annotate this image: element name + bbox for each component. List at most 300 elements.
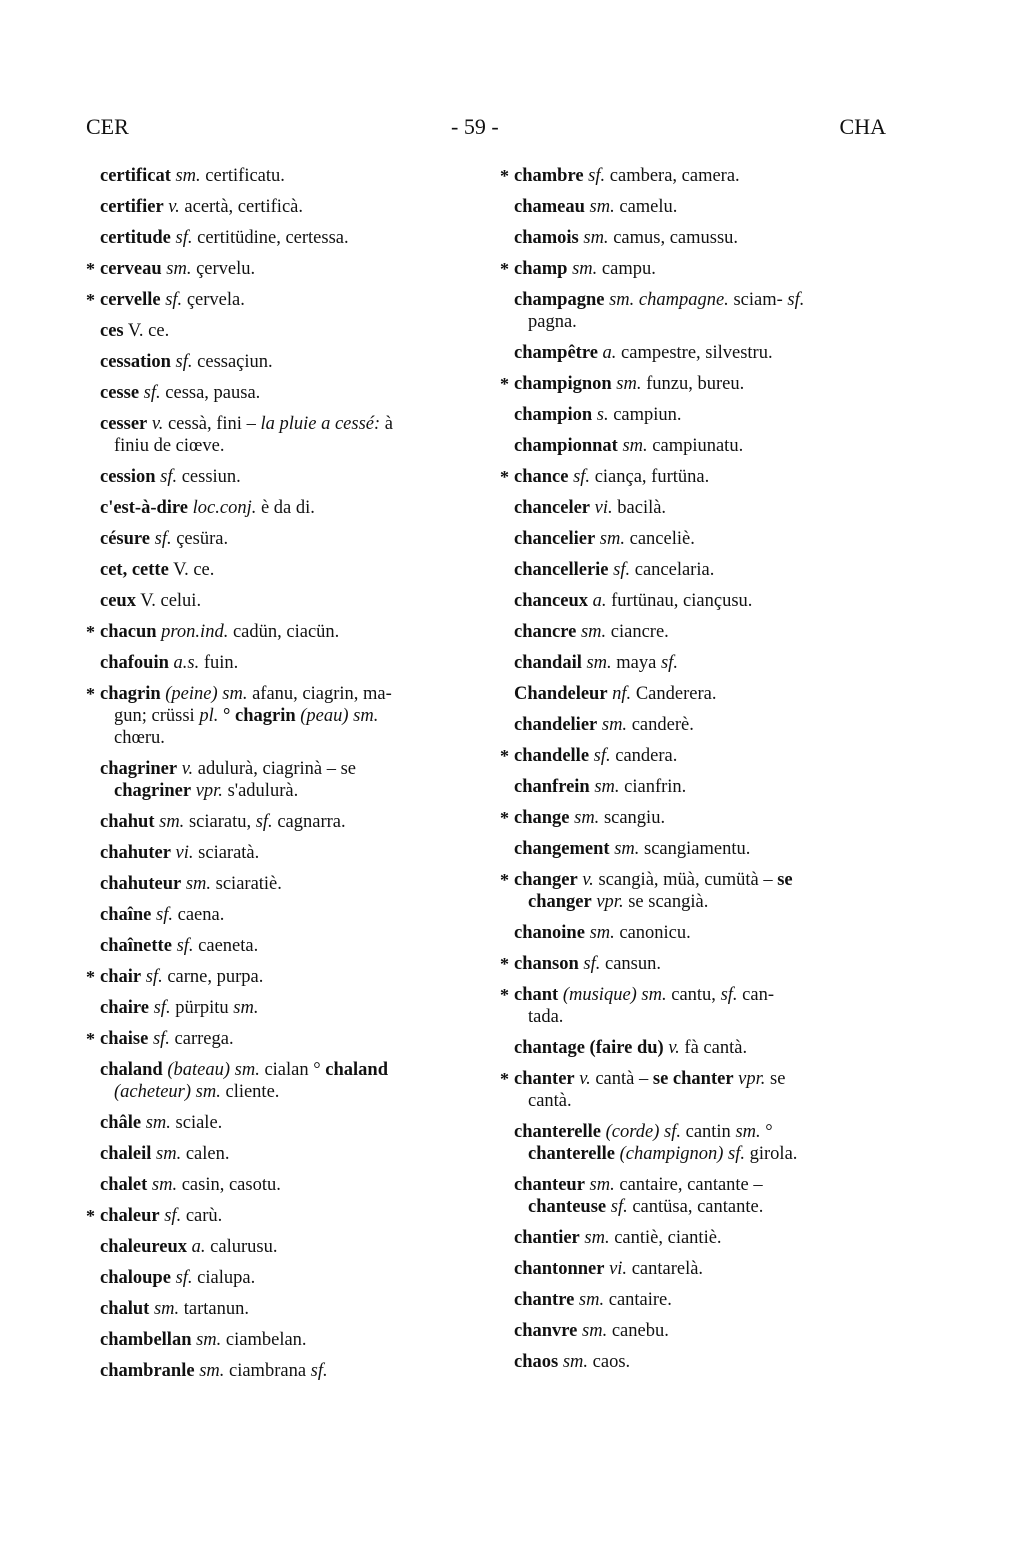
entry-star-marker: *	[500, 746, 509, 766]
dictionary-entry	[500, 559, 900, 581]
translation: cantarelà.	[631, 1259, 704, 1279]
translation: campestre, silvestru.	[621, 343, 773, 363]
translation-italic: champagne.	[638, 290, 729, 310]
headword: change	[514, 808, 570, 828]
entry-line	[100, 228, 349, 248]
dictionary-entry	[86, 1112, 476, 1134]
translation: canderè.	[631, 715, 694, 735]
dictionary-entry	[500, 1351, 900, 1373]
headword: chaire	[100, 998, 149, 1018]
entry-line	[514, 1290, 672, 1310]
entry-line	[100, 1144, 229, 1164]
grammar-label: a.	[592, 591, 607, 611]
grammar-label: sf.	[593, 746, 611, 766]
entry-line	[514, 1321, 669, 1341]
dictionary-entry	[86, 1267, 476, 1289]
headword: cesse	[100, 383, 140, 403]
translation: ciancre.	[610, 622, 669, 642]
grammar-label: v.	[181, 759, 194, 779]
translation: carrega.	[174, 1029, 234, 1049]
dictionary-entry	[86, 621, 476, 643]
grammar-label: sf.	[176, 936, 194, 956]
dictionary-entry	[86, 842, 476, 864]
translation: cansun.	[605, 954, 661, 974]
translation: certitüdine, certessa.	[197, 228, 349, 248]
headword: chanceux	[514, 591, 588, 611]
entry-continuation	[100, 435, 476, 457]
headword: chaînette	[100, 936, 172, 956]
entry-continuation	[514, 1090, 900, 1112]
translation: canceliè.	[629, 529, 695, 549]
sub-headword: chaland	[325, 1060, 388, 1080]
dictionary-entry	[86, 873, 476, 895]
headword: chanter	[514, 1069, 575, 1089]
grammar-label: sm.	[622, 436, 648, 456]
headword: cesser	[100, 414, 148, 434]
headword: championnat	[514, 436, 618, 456]
grammar-label: sm.	[145, 1113, 171, 1133]
entry-line	[514, 923, 691, 943]
page-header	[86, 114, 886, 148]
headword: chaîne	[100, 905, 152, 925]
translation: sciaratu,	[188, 812, 252, 832]
grammar-label: sf.	[156, 905, 173, 925]
sub-headword: se	[777, 870, 793, 890]
entry-star-marker: *	[500, 166, 509, 186]
entry-line	[100, 197, 303, 217]
headword: chaleureux	[100, 1237, 188, 1257]
dictionary-entry	[500, 1068, 900, 1112]
entry-continuation	[514, 1143, 900, 1165]
dictionary-entry	[86, 997, 476, 1019]
entry-line	[100, 560, 214, 580]
translation: cantüsa, cantante.	[632, 1197, 764, 1217]
grammar-label: sm.	[594, 777, 620, 797]
headword: chambranle	[100, 1361, 195, 1381]
translation: cessa, pausa.	[165, 383, 261, 403]
entry-line	[100, 1237, 277, 1257]
grammar-label: sm.	[616, 374, 642, 394]
headword: cervelle	[100, 290, 161, 310]
entry-continuation	[514, 311, 900, 333]
dictionary-entry	[500, 1037, 900, 1059]
dictionary-entry	[500, 1174, 900, 1218]
dictionary-entry	[500, 165, 900, 187]
grammar-label: sf.	[153, 998, 171, 1018]
headword: chagrin	[100, 684, 161, 704]
translation: campiun.	[613, 405, 682, 425]
dictionary-entry	[86, 1143, 476, 1165]
dictionary-entry	[86, 1205, 476, 1227]
headword: chaland	[100, 1060, 163, 1080]
entry-line	[514, 166, 740, 186]
translation: cantaire.	[608, 1290, 672, 1310]
entry-continuation	[100, 727, 476, 749]
grammar-label: sm.	[578, 1290, 605, 1310]
headword: champ	[514, 259, 568, 279]
headword: certitude	[100, 228, 171, 248]
entry-line	[100, 905, 224, 925]
grammar-label: a.s.	[173, 653, 200, 673]
grammar-label: v.	[168, 197, 180, 217]
dictionary-entry	[86, 683, 476, 749]
entry-continuation	[514, 1196, 900, 1218]
dictionary-entry	[500, 404, 900, 426]
translation: carne, purpa.	[167, 967, 264, 987]
entry-line	[514, 839, 750, 859]
translation: certificatu.	[205, 166, 285, 186]
translation: se scangià.	[628, 892, 709, 912]
translation: se	[770, 1069, 786, 1089]
grammar-label: a.	[602, 343, 617, 363]
dictionary-entry	[500, 196, 900, 218]
grammar-label: sf.	[310, 1361, 328, 1381]
dictionary-entry	[500, 342, 900, 364]
dictionary-entry	[500, 258, 900, 280]
entry-line	[514, 1122, 773, 1142]
entry-line	[514, 870, 793, 890]
dictionary-entry	[86, 590, 476, 612]
entry-line	[514, 290, 804, 310]
dictionary-entry	[86, 1059, 476, 1103]
dictionary-entry	[86, 935, 476, 957]
entry-line	[514, 622, 669, 642]
entry-line	[514, 1175, 763, 1195]
grammar-label: sm.	[609, 290, 635, 310]
entry-line	[100, 498, 315, 518]
entry-line	[514, 1069, 785, 1089]
grammar-label: sm.	[175, 166, 201, 186]
translation: cialan °	[264, 1060, 321, 1080]
translation: scangiu.	[603, 808, 666, 828]
entry-line	[100, 843, 259, 863]
entry-line	[514, 560, 714, 580]
dictionary-entry	[500, 528, 900, 550]
translation: casin, casotu.	[181, 1175, 281, 1195]
grammar-label: sm.	[159, 812, 185, 832]
dictionary-entry	[86, 258, 476, 280]
grammar-label: vpr.	[195, 781, 223, 801]
grammar-label: sm.	[185, 874, 212, 894]
translation: candera.	[615, 746, 678, 766]
dictionary-entry	[86, 966, 476, 988]
grammar-label: (peine) sm.	[165, 684, 248, 704]
headword: chanfrein	[514, 777, 590, 797]
dictionary-entry	[500, 745, 900, 767]
entry-star-marker: *	[500, 808, 509, 828]
grammar-label: sf.	[152, 1029, 170, 1049]
grammar-label: nf.	[612, 684, 632, 704]
dictionary-entry	[86, 497, 476, 519]
translation: fuin.	[203, 653, 239, 673]
headword: champêtre	[514, 343, 598, 363]
translation: ciambrana	[229, 1361, 307, 1381]
translation: cliente.	[225, 1082, 280, 1102]
grammar-label: (acheteur) sm.	[114, 1082, 221, 1102]
entry-line	[514, 529, 695, 549]
grammar-label: sf.	[660, 653, 678, 673]
headword: chantonner	[514, 1259, 605, 1279]
grammar-label: sm.	[584, 1228, 610, 1248]
entry-line	[514, 228, 738, 248]
entry-line	[100, 1330, 307, 1350]
grammar-label: sm.	[153, 1299, 180, 1319]
dictionary-entry	[500, 838, 900, 860]
dictionary-entry	[86, 1028, 476, 1050]
dictionary-entry	[86, 289, 476, 311]
translation: adulurà, ciagrinà – se	[197, 759, 356, 779]
dictionary-entry	[500, 497, 900, 519]
entry-line	[100, 1113, 222, 1133]
dictionary-entry	[500, 1258, 900, 1280]
entry-line	[514, 467, 709, 487]
translation: caena.	[177, 905, 225, 925]
entry-line	[100, 653, 238, 673]
translation: cancelaria.	[634, 560, 715, 580]
entry-line	[100, 414, 393, 434]
translation: scangià, müà, cumütà –	[598, 870, 773, 890]
grammar-label: vi.	[594, 498, 613, 518]
grammar-label: sm.	[614, 839, 640, 859]
dictionary-entry	[86, 758, 476, 802]
entry-continuation	[514, 891, 900, 913]
entry-line	[514, 343, 773, 363]
headword: chanterelle	[514, 1122, 601, 1142]
entry-line	[100, 1060, 388, 1080]
dictionary-entry	[500, 683, 900, 705]
dictionary-entry	[86, 413, 476, 457]
grammar-label: a.	[191, 1237, 206, 1257]
translation: tartanun.	[183, 1299, 250, 1319]
entry-line	[514, 197, 677, 217]
entry-star-marker: *	[86, 290, 95, 310]
grammar-label: sm.	[562, 1352, 589, 1372]
headword: changement	[514, 839, 610, 859]
translation: gun; crüssi	[114, 706, 195, 726]
grammar-label: pl.	[199, 706, 219, 726]
translation: can-	[742, 985, 774, 1005]
entry-line	[100, 1206, 222, 1226]
dictionary-entry	[500, 984, 900, 1028]
dictionary-entry	[86, 904, 476, 926]
dictionary-entry	[500, 373, 900, 395]
headword: chancre	[514, 622, 577, 642]
dictionary-entry	[86, 227, 476, 249]
grammar-label: sm.	[574, 808, 600, 828]
entry-star-marker: *	[500, 259, 509, 279]
translation: V. ce.	[127, 321, 170, 341]
headword: chahuter	[100, 843, 171, 863]
headword: ceux	[100, 591, 136, 611]
grammar-label: sf.	[175, 1268, 193, 1288]
headword: certificat	[100, 166, 171, 186]
headword: chantre	[514, 1290, 575, 1310]
headword: champion	[514, 405, 593, 425]
entry-star-marker: *	[500, 954, 509, 974]
headword: chantier	[514, 1228, 580, 1248]
headword: chance	[514, 467, 569, 487]
translation: camelu.	[619, 197, 678, 217]
entry-line	[514, 653, 678, 673]
headword: chacun	[100, 622, 157, 642]
page-number: - 59 -	[451, 114, 499, 139]
entry-star-marker: *	[86, 967, 95, 987]
translation: s'adulurà.	[227, 781, 299, 801]
entry-line	[514, 808, 665, 828]
dictionary-entry	[500, 1227, 900, 1249]
headword: ces	[100, 321, 124, 341]
entry-line	[100, 467, 241, 487]
translation: cadün, ciacün.	[232, 622, 340, 642]
translation: çervela.	[186, 290, 245, 310]
entry-star-marker: *	[500, 467, 509, 487]
entry-star-marker: *	[86, 684, 95, 704]
translation: finiu de ciœve.	[114, 436, 225, 456]
grammar-label: sm.	[589, 1175, 615, 1195]
headword: chagriner	[100, 759, 178, 779]
translation: V. celui.	[140, 591, 202, 611]
grammar-label: sm.	[589, 197, 615, 217]
dictionary-entry	[500, 1289, 900, 1311]
translation: campu.	[601, 259, 656, 279]
grammar-label: sf.	[787, 290, 805, 310]
headword: cessation	[100, 352, 171, 372]
dictionary-entry	[86, 811, 476, 833]
grammar-label: sm.	[735, 1122, 761, 1142]
grammar-label: sf.	[175, 228, 193, 248]
entry-line	[514, 985, 774, 1005]
translation: cantà –	[595, 1069, 649, 1089]
headword: cet, cette	[100, 560, 169, 580]
grammar-label: sf.	[255, 812, 273, 832]
headword: c'est-à-dire	[100, 498, 189, 518]
headword: chamois	[514, 228, 579, 248]
grammar-label: loc.conj.	[192, 498, 257, 518]
entry-star-marker: *	[86, 622, 95, 642]
grammar-label: sm.	[572, 259, 598, 279]
entry-line	[100, 591, 201, 611]
translation: girola.	[749, 1144, 798, 1164]
grammar-label: vi.	[175, 843, 194, 863]
grammar-label: sf.	[613, 560, 631, 580]
translation: çesüra.	[176, 529, 229, 549]
headword: chalet	[100, 1175, 148, 1195]
grammar-label: sf.	[145, 967, 163, 987]
entry-line	[100, 1268, 255, 1288]
headword: chanteur	[514, 1175, 585, 1195]
dictionary-entry	[86, 1329, 476, 1351]
dictionary-entry	[500, 714, 900, 736]
headword: chantage (faire du)	[514, 1038, 664, 1058]
translation: chœru.	[114, 728, 165, 748]
headword: chaise	[100, 1029, 149, 1049]
entry-line	[514, 374, 744, 394]
translation: cessà, fini –	[167, 414, 256, 434]
dictionary-entry	[86, 382, 476, 404]
grammar-label: sm.	[582, 1321, 608, 1341]
headword: chanceler	[514, 498, 591, 518]
translation: cessiun.	[181, 467, 241, 487]
translation: cambera, camera.	[609, 166, 740, 186]
translation: ciança, furtüna.	[594, 467, 710, 487]
dictionary-entry	[500, 1121, 900, 1165]
entry-line	[514, 1228, 722, 1248]
dictionary-entry	[86, 1298, 476, 1320]
entry-line	[514, 1352, 630, 1372]
headword: chaos	[514, 1352, 559, 1372]
translation: campiunatu.	[652, 436, 744, 456]
grammar-label: vpr.	[596, 892, 624, 912]
headword: cerveau	[100, 259, 162, 279]
grammar-label: sm.	[580, 622, 607, 642]
entry-line	[100, 936, 258, 956]
headword: chaleur	[100, 1206, 160, 1226]
translation: carù.	[185, 1206, 223, 1226]
entry-star-marker: *	[86, 1206, 95, 1226]
headword: champignon	[514, 374, 612, 394]
entry-line	[100, 383, 260, 403]
translation: afanu, ciagrin, ma-	[252, 684, 392, 704]
translation: sciale.	[175, 1113, 223, 1133]
grammar-label: sm.	[196, 1330, 222, 1350]
entry-continuation	[100, 1081, 476, 1103]
grammar-label: v.	[668, 1038, 680, 1058]
headword: chandelier	[514, 715, 598, 735]
grammar-label: sf.	[143, 383, 161, 403]
translation: cialupa.	[197, 1268, 256, 1288]
grammar-label: sm.	[583, 228, 609, 248]
headword: changer	[514, 870, 578, 890]
dictionary-entry	[500, 590, 900, 612]
grammar-label: sf.	[588, 166, 606, 186]
grammar-label: (musique) sm.	[562, 985, 667, 1005]
grammar-label: (corde) sf.	[605, 1122, 681, 1142]
entry-line	[100, 1299, 249, 1319]
grammar-label: s.	[596, 405, 609, 425]
headword: chaloupe	[100, 1268, 171, 1288]
grammar-label: sf.	[164, 1206, 182, 1226]
entry-line	[514, 746, 677, 766]
headword: chair	[100, 967, 142, 987]
grammar-label: v.	[582, 870, 594, 890]
translation: sciaratiè.	[215, 874, 282, 894]
entry-line	[514, 1259, 703, 1279]
dictionary-entry	[86, 466, 476, 488]
translation: scangiamentu.	[644, 839, 751, 859]
translation: °	[765, 1122, 773, 1142]
entry-line	[514, 591, 752, 611]
grammar-label: (peau) sm.	[300, 706, 379, 726]
grammar-label: pron.ind.	[161, 622, 229, 642]
headword: chancellerie	[514, 560, 609, 580]
headword: châle	[100, 1113, 142, 1133]
grammar-label: v.	[151, 414, 164, 434]
entry-star-marker: *	[86, 1029, 95, 1049]
entry-line	[514, 1038, 747, 1058]
dictionary-entry	[500, 621, 900, 643]
entry-star-marker: *	[86, 259, 95, 279]
grammar-label: sm.	[599, 529, 625, 549]
grammar-label: sf.	[583, 954, 601, 974]
dictionary-entry	[500, 922, 900, 944]
translation: funzu, bureu.	[646, 374, 745, 394]
entry-continuation	[514, 1006, 900, 1028]
translation: pagna.	[528, 312, 577, 332]
entry-line	[100, 874, 282, 894]
grammar-label: sm.	[233, 998, 259, 1018]
entry-line	[100, 321, 169, 341]
grammar-label: sm.	[166, 259, 192, 279]
